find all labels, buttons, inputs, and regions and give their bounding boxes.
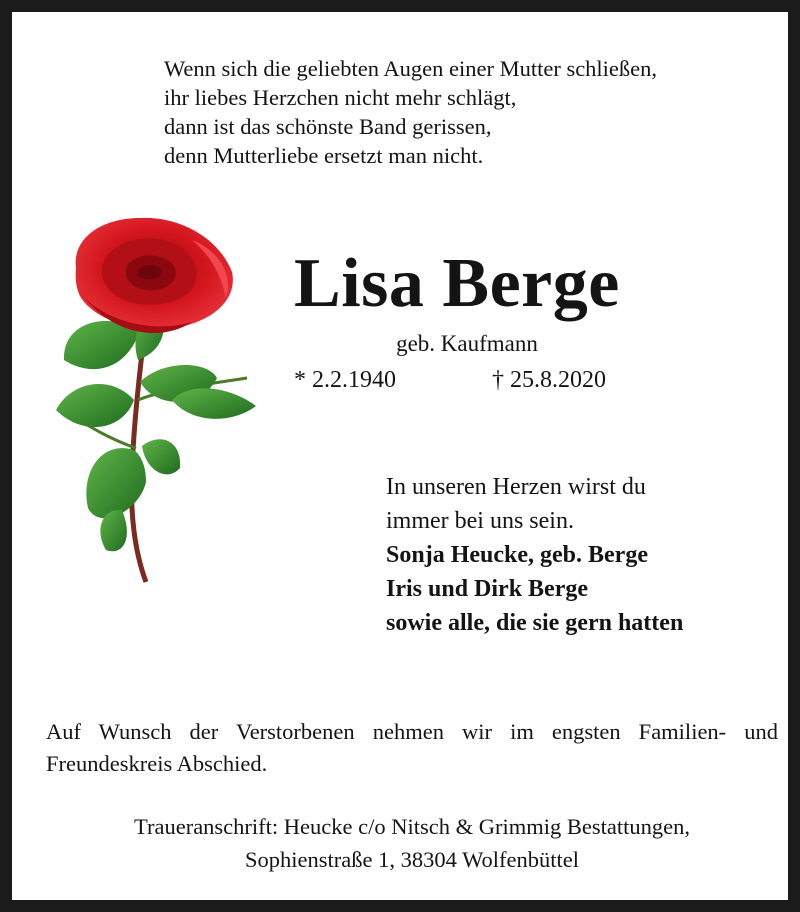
maiden-name: geb. Kaufmann [396,331,538,356]
family-message-line: immer bei uns sein. [386,508,574,534]
mourner-name: Iris und Dirk Berge [386,576,589,602]
address-line: Traueranschrift: Heucke c/o Nitsch & Grimmig Bestattungen, [134,814,690,839]
farewell-notice: Auf Wunsch der Verstorbenen nehmen wir im engsten Familien- und Freundeskreis Abschied. [46,719,778,776]
memorial-poem [164,54,657,170]
poem-line: dann ist das schönste Band gerissen, [164,114,492,139]
mourner-name: Sonja Heucke, geb. Berge [386,542,648,568]
birth-date: * 2.2.1940 [294,367,396,393]
deceased-name: Lisa Berge [294,245,620,322]
family-message-line: In unseren Herzen wirst du [386,474,646,500]
poem-line: denn Mutterliebe ersetzt man nicht. [164,143,484,168]
mourner-name: sowie alle, die sie gern hatten [386,610,684,636]
poem-line: Wenn sich die geliebten Augen einer Mutter schließen, [164,56,658,81]
death-date: † 25.8.2020 [492,367,606,393]
mourning-address [32,810,792,876]
address-line: Sophienstraße 1, 38304 Wolfenbüttel [245,847,579,872]
red-rose-with-stem-icon [42,210,282,592]
family-block [386,470,683,640]
poem-line: ihr liebes Herzchen nicht mehr schlägt, [164,85,517,110]
